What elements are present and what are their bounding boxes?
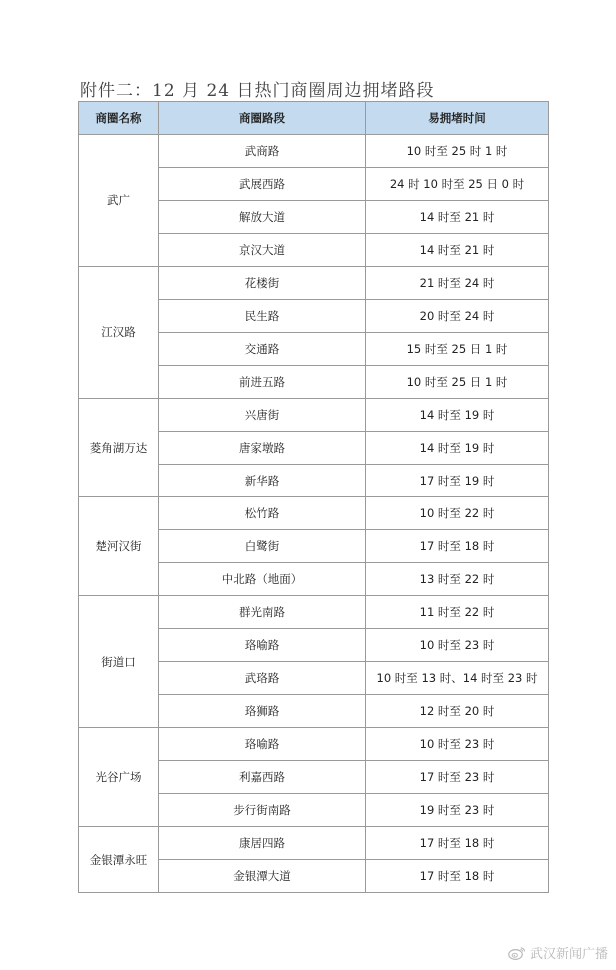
header-district: 商圈名称 (79, 102, 159, 135)
table-row (79, 497, 549, 530)
congestion-table (78, 101, 549, 893)
road-cell: 步行街南路 (159, 794, 366, 827)
road-cell: 康居四路 (159, 827, 366, 860)
table-row (79, 728, 549, 761)
district-name-cell: 武广 (79, 135, 159, 267)
time-cell: 11 时至 22 时 (366, 596, 549, 629)
road-cell: 民生路 (159, 299, 366, 332)
road-cell: 兴唐街 (159, 398, 366, 431)
road-cell: 白鹭街 (159, 530, 366, 563)
road-cell: 京汉大道 (159, 233, 366, 266)
document-title: 附件二：12 月 24 日热门商圈周边拥堵路段 (80, 81, 435, 101)
time-cell: 10 时至 23 时 (366, 629, 549, 662)
time-cell: 17 时至 18 时 (366, 859, 549, 892)
time-cell: 20 时至 24 时 (366, 299, 549, 332)
weibo-icon (508, 945, 526, 961)
watermark-text: 武汉新闻广播 (529, 947, 608, 962)
time-cell: 14 时至 19 时 (366, 431, 549, 464)
time-cell: 10 时至 13 时、14 时至 23 时 (366, 662, 549, 695)
table-row (79, 398, 549, 431)
time-cell: 15 时至 25 日 1 时 (366, 332, 549, 365)
time-cell: 12 时至 20 时 (366, 695, 549, 728)
header-row (79, 102, 549, 135)
district-name-cell: 菱角湖万达 (79, 398, 159, 497)
time-cell: 17 时至 18 时 (366, 827, 549, 860)
time-cell: 14 时至 19 时 (366, 398, 549, 431)
road-cell: 珞喻路 (159, 629, 366, 662)
time-cell: 17 时至 18 时 (366, 530, 549, 563)
road-cell: 利嘉西路 (159, 761, 366, 794)
road-cell: 前进五路 (159, 365, 366, 398)
table-row (79, 827, 549, 860)
table-body (79, 135, 549, 893)
road-cell: 群光南路 (159, 596, 366, 629)
district-name-cell: 楚河汉街 (79, 497, 159, 596)
table-row (79, 266, 549, 299)
table-row (79, 596, 549, 629)
watermark (508, 943, 608, 962)
time-cell: 19 时至 23 时 (366, 794, 549, 827)
district-name-cell: 光谷广场 (79, 728, 159, 827)
road-cell: 武商路 (159, 135, 366, 168)
time-cell: 14 时至 21 时 (366, 200, 549, 233)
time-cell: 10 时至 25 时 1 时 (366, 135, 549, 168)
road-cell: 花楼街 (159, 266, 366, 299)
road-cell: 中北路（地面） (159, 563, 366, 596)
district-name-cell: 街道口 (79, 596, 159, 728)
time-cell: 17 时至 23 时 (366, 761, 549, 794)
road-cell: 珞狮路 (159, 695, 366, 728)
road-cell: 珞喻路 (159, 728, 366, 761)
table-row (79, 135, 549, 168)
road-cell: 松竹路 (159, 497, 366, 530)
time-cell: 14 时至 21 时 (366, 233, 549, 266)
time-cell: 17 时至 19 时 (366, 464, 549, 497)
time-cell: 10 时至 22 时 (366, 497, 549, 530)
road-cell: 武珞路 (159, 662, 366, 695)
road-cell: 唐家墩路 (159, 431, 366, 464)
time-cell: 10 时至 25 日 1 时 (366, 365, 549, 398)
district-name-cell: 金银潭永旺 (79, 827, 159, 893)
header-road: 商圈路段 (159, 102, 366, 135)
road-cell: 武展西路 (159, 167, 366, 200)
time-cell: 21 时至 24 时 (366, 266, 549, 299)
road-cell: 新华路 (159, 464, 366, 497)
table-header (79, 102, 549, 135)
road-cell: 交通路 (159, 332, 366, 365)
road-cell: 金银潭大道 (159, 859, 366, 892)
time-cell: 24 时 10 时至 25 日 0 时 (366, 167, 549, 200)
time-cell: 13 时至 22 时 (366, 563, 549, 596)
district-name-cell: 江汉路 (79, 266, 159, 398)
road-cell: 解放大道 (159, 200, 366, 233)
time-cell: 10 时至 23 时 (366, 728, 549, 761)
header-time: 易拥堵时间 (366, 102, 549, 135)
